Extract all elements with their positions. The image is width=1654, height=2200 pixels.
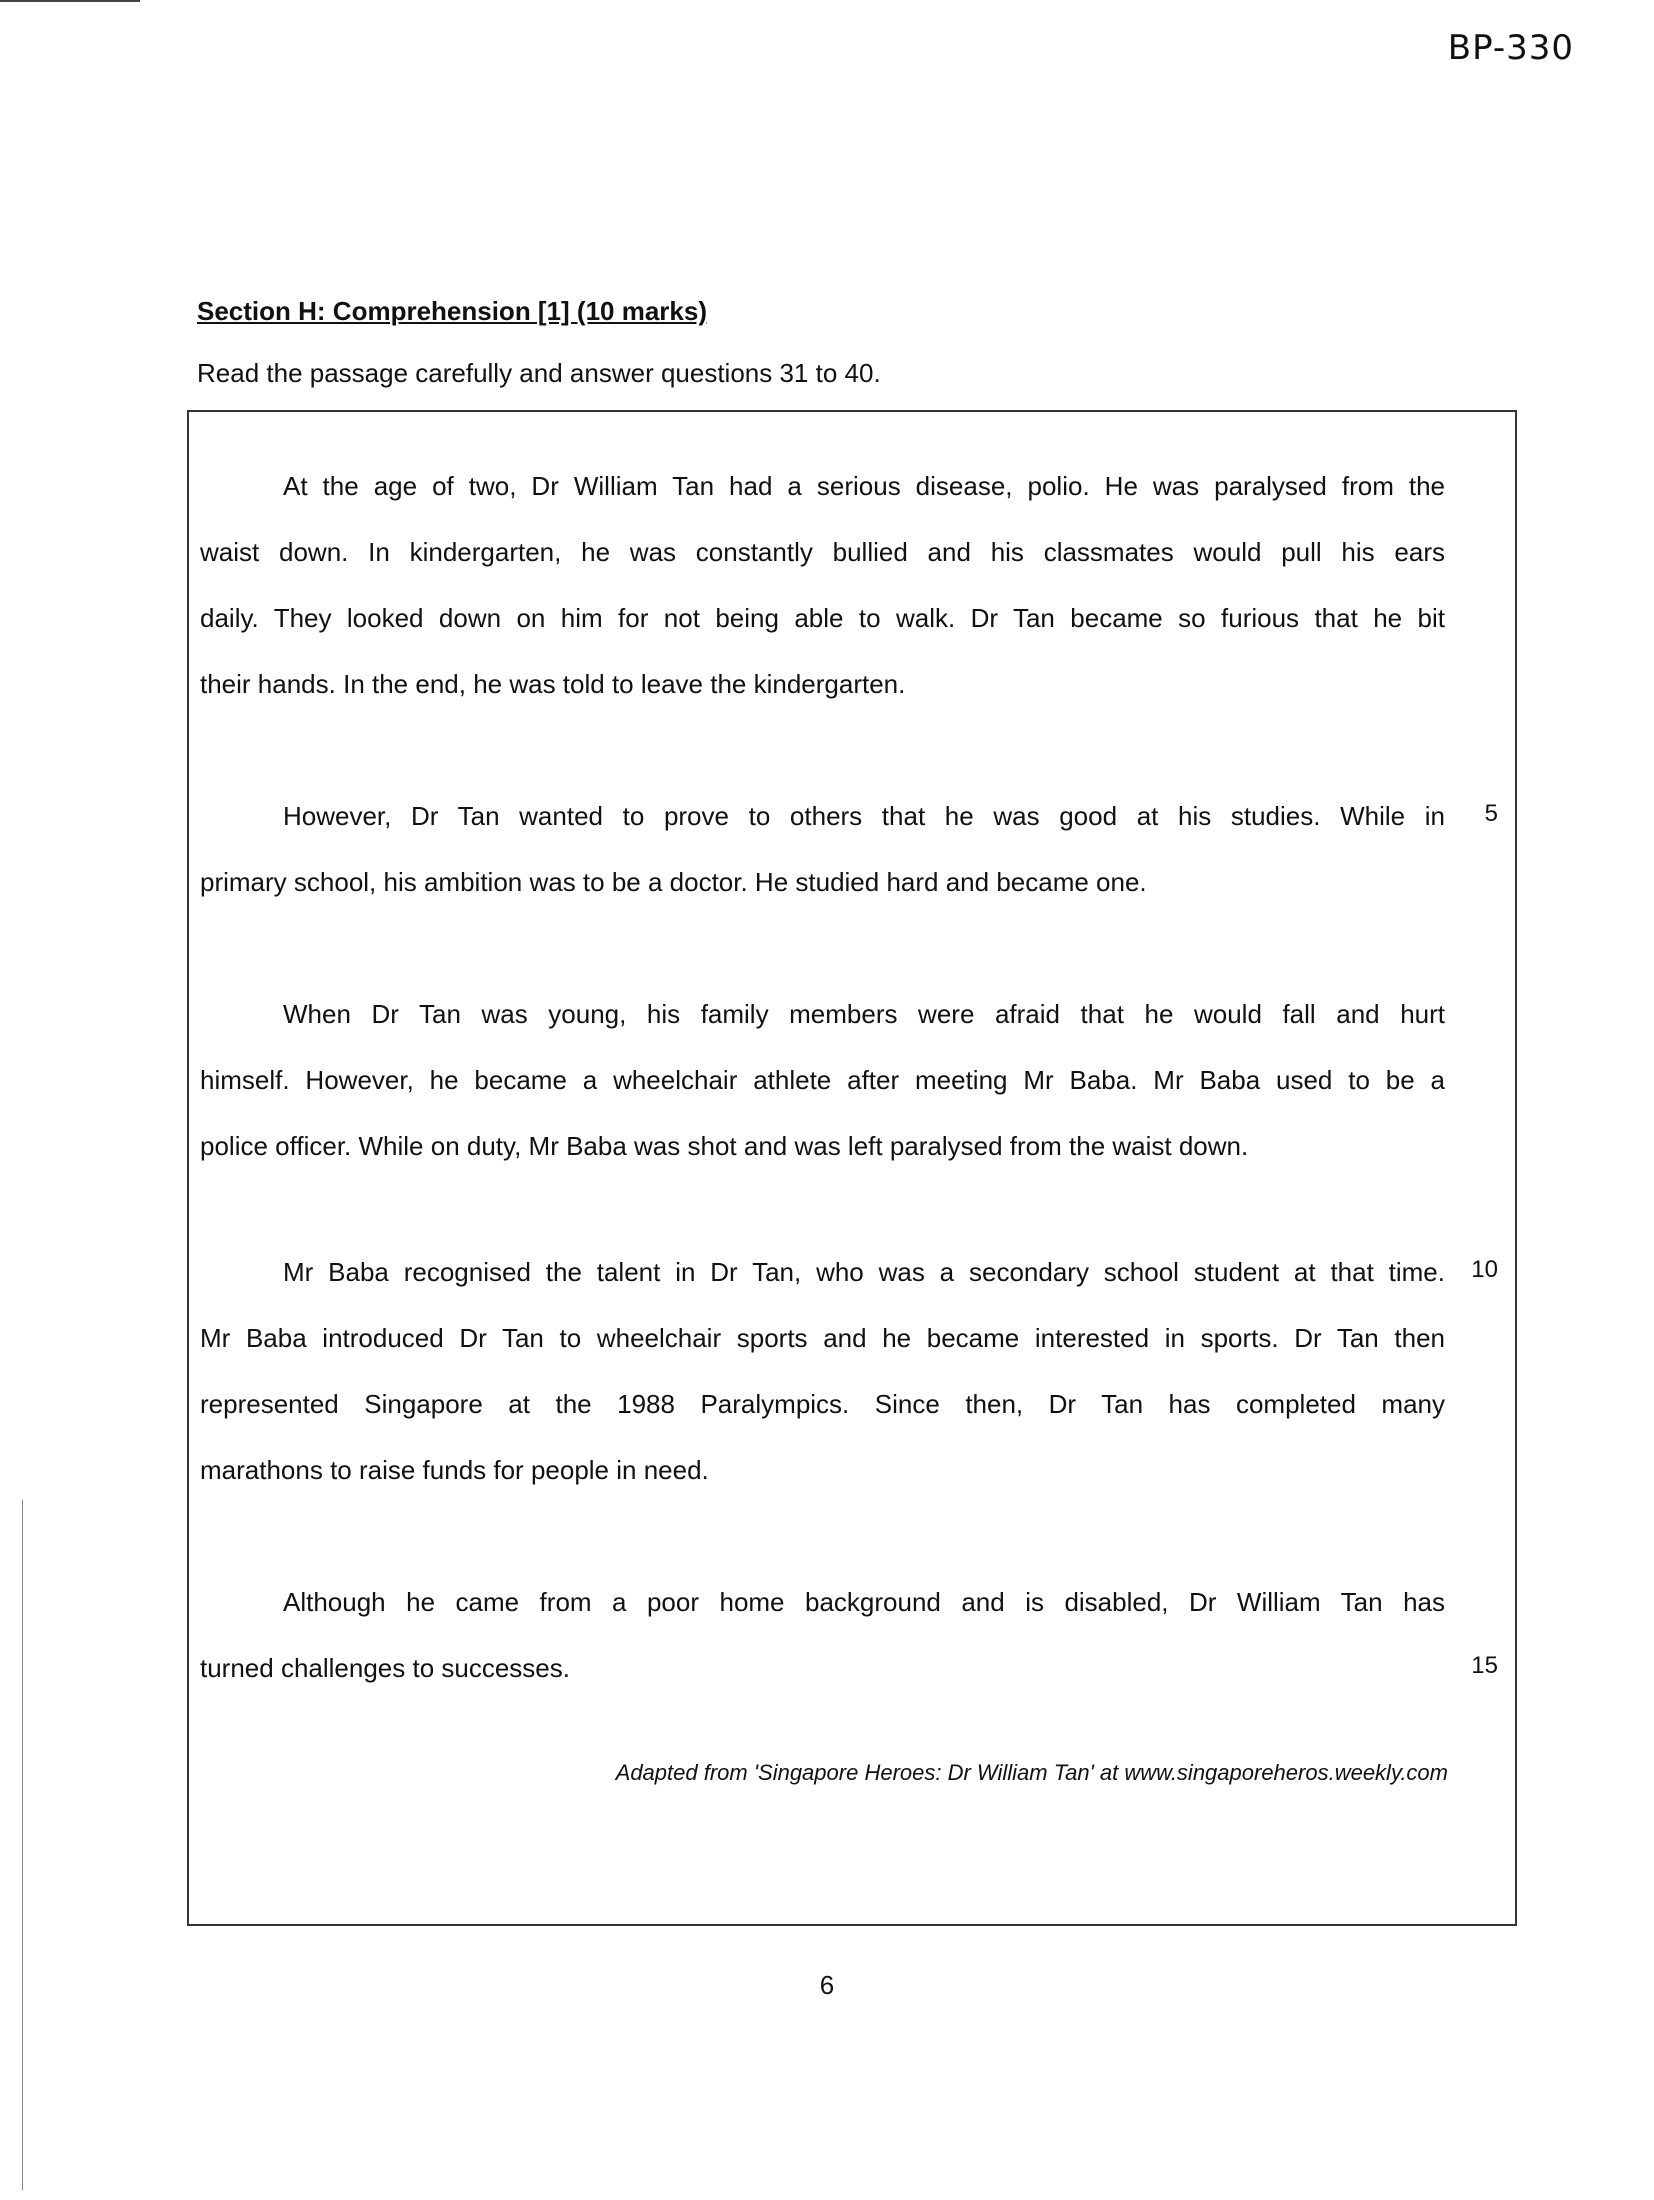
passage-line: daily. They looked down on him for not being able to walk. Dr Tan became so furious that he bit	[200, 603, 1445, 633]
passage-line: their hands. In the end, he was told to leave the kindergarten.	[200, 669, 906, 699]
source-citation: Adapted from 'Singapore Heroes: Dr William Tan' at www.singaporeheros.weekly.com	[615, 1760, 1448, 1785]
passage-line: Mr Baba recognised the talent in Dr Tan, who was a secondary school student at that time.	[283, 1257, 1445, 1287]
passage-line: Although he came from a poor home background and is disabled, Dr William Tan has	[283, 1587, 1445, 1617]
passage-line: represented Singapore at the 1988 Paralympics. Since then, Dr Tan has completed many	[200, 1389, 1445, 1419]
passage-line: marathons to raise funds for people in need.	[200, 1455, 709, 1485]
passage-line: waist down. In kindergarten, he was constantly bullied and his classmates would pull his ears	[200, 537, 1445, 567]
document-code: BP-330	[1447, 28, 1574, 68]
line-number: 15	[1471, 1652, 1498, 1679]
passage-line: himself. However, he became a wheelchair athlete after meeting Mr Baba. Mr Baba used to be a	[200, 1065, 1445, 1095]
passage-box	[187, 410, 1517, 1926]
instruction-text: Read the passage carefully and answer questions 31 to 40.	[197, 358, 881, 388]
scan-edge-line	[22, 1500, 23, 2190]
passage-line: At the age of two, Dr William Tan had a serious disease, polio. He was paralysed from the	[283, 471, 1445, 501]
line-number: 10	[1471, 1256, 1498, 1283]
passage-line: primary school, his ambition was to be a doctor. He studied hard and became one.	[200, 867, 1147, 897]
scan-edge-mark	[0, 0, 140, 2]
passage-line: turned challenges to successes.	[200, 1653, 570, 1683]
section-title: Section H: Comprehension [1] (10 marks)	[197, 296, 707, 326]
passage-line: However, Dr Tan wanted to prove to others that he was good at his studies. While in	[283, 801, 1445, 831]
line-number: 5	[1484, 800, 1498, 827]
passage-line: Mr Baba introduced Dr Tan to wheelchair sports and he became interested in sports. Dr Tan then	[200, 1323, 1445, 1353]
page-number: 6	[819, 1970, 835, 2000]
passage-line: police officer. While on duty, Mr Baba was shot and was left paralysed from the waist down.	[200, 1131, 1249, 1161]
passage-line: When Dr Tan was young, his family members were afraid that he would fall and hurt	[283, 999, 1445, 1029]
